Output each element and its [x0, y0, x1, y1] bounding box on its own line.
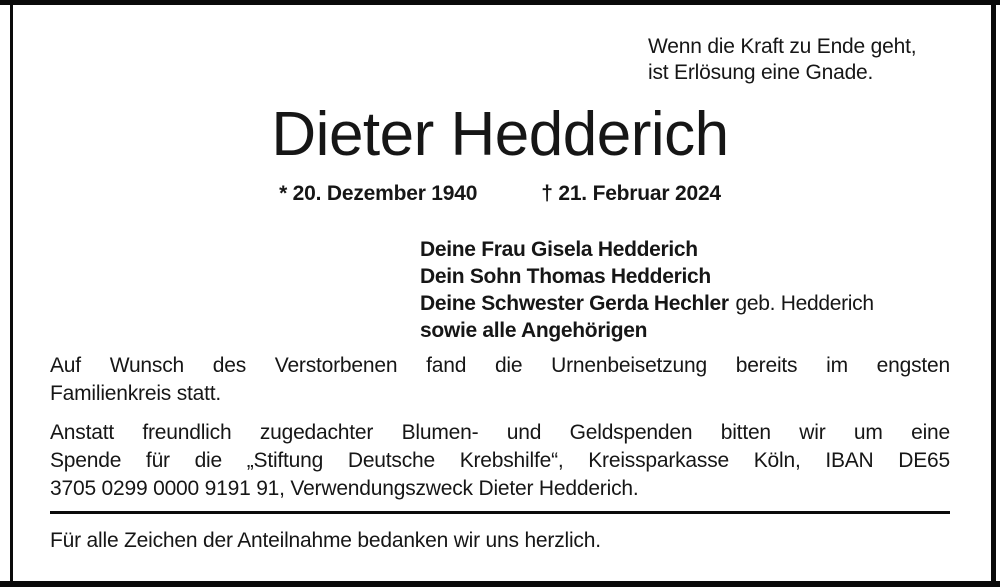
- epigraph-line-1: Wenn die Kraft zu Ende geht,: [648, 35, 917, 58]
- mourner-others: sowie alle Angehörigen: [420, 319, 648, 342]
- epigraph-line-2: ist Erlösung eine Gnade.: [648, 61, 874, 84]
- life-dates: [50, 182, 950, 206]
- separator-rule: [50, 511, 950, 514]
- mourner-wife: Deine Frau Gisela Hedderich: [420, 238, 698, 261]
- donation-line-3: 3705 0299 0000 9191 91, Verwendungszweck Dieter Hedderich.: [50, 477, 639, 500]
- donation-paragraph: [50, 419, 950, 503]
- burial-line-1: Auf Wunsch des Verstorbenen fand die Urnenbeisetzung bereits im engsten: [50, 354, 950, 377]
- thanks-line: Für alle Zeichen der Anteilnahme bedanken wir uns herzlich.: [50, 529, 601, 552]
- frame-top-border: [0, 0, 1000, 5]
- frame-left-border: [10, 5, 13, 581]
- mourner-sister: [420, 290, 874, 317]
- frame-right-border: [991, 5, 996, 581]
- death-date: † 21. Februar 2024: [541, 182, 721, 205]
- mourners-list: [420, 236, 874, 344]
- deceased-name: Dieter Hedderich: [271, 100, 729, 169]
- burial-line-2: Familienkreis statt.: [50, 382, 222, 405]
- donation-line-2: Spende für die „Stiftung Deutsche Krebshilfe“, Kreissparkasse Köln, IBAN DE65: [50, 449, 950, 472]
- donation-line-1: Anstatt freundlich zugedachter Blumen- und Geldspenden bitten wir um eine: [50, 421, 950, 444]
- mourner-son: Dein Sohn Thomas Hedderich: [420, 265, 711, 288]
- frame-bottom-border: [0, 581, 1000, 587]
- burial-paragraph: [50, 352, 950, 408]
- epigraph: [648, 34, 916, 86]
- mourner-sister-name: Deine Schwester Gerda Hechler: [420, 292, 729, 315]
- mourner-sister-maiden-name: geb. Hedderich: [735, 292, 874, 315]
- birth-date: * 20. Dezember 1940: [279, 182, 478, 205]
